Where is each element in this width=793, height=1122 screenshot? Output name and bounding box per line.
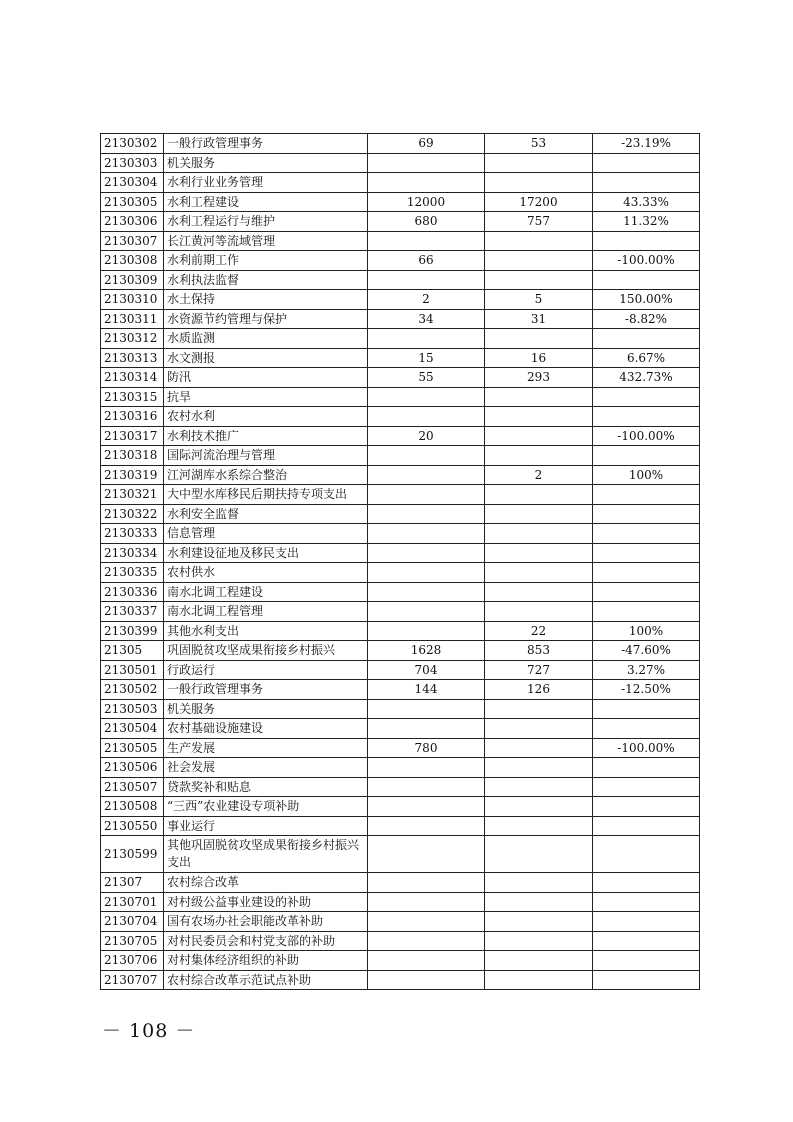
cell-name: 巩固脱贫攻坚成果衔接乡村振兴 xyxy=(164,641,368,661)
cell-name: 长江黄河等流域管理 xyxy=(164,231,368,251)
cell-code: 2130336 xyxy=(101,582,164,602)
cell-code: 2130333 xyxy=(101,524,164,544)
table-row xyxy=(101,465,700,485)
cell-value-1 xyxy=(368,543,485,563)
cell-value-2 xyxy=(485,758,593,778)
cell-name: 水利安全监督 xyxy=(164,504,368,524)
cell-name: 对村民委员会和村党支部的补助 xyxy=(164,931,368,951)
cell-value-1 xyxy=(368,719,485,739)
cell-value-1: 69 xyxy=(368,134,485,154)
cell-value-1 xyxy=(368,777,485,797)
cell-change-rate xyxy=(593,173,700,193)
table-row xyxy=(101,153,700,173)
cell-name: 水利工程建设 xyxy=(164,192,368,212)
table-row xyxy=(101,836,700,873)
cell-name: 其他巩固脱贫攻坚成果衔接乡村振兴支出 xyxy=(164,836,368,873)
cell-value-2 xyxy=(485,699,593,719)
cell-name: 事业运行 xyxy=(164,816,368,836)
cell-name: 农村供水 xyxy=(164,563,368,583)
cell-value-1 xyxy=(368,892,485,912)
cell-value-1 xyxy=(368,912,485,932)
cell-code: 2130506 xyxy=(101,758,164,778)
cell-value-1 xyxy=(368,816,485,836)
cell-value-2 xyxy=(485,407,593,427)
cell-name: 江河湖库水系综合整治 xyxy=(164,465,368,485)
cell-change-rate: 43.33% xyxy=(593,192,700,212)
table-body xyxy=(101,134,700,990)
cell-name: 大中型水库移民后期扶持专项支出 xyxy=(164,485,368,505)
cell-change-rate: 11.32% xyxy=(593,212,700,232)
cell-value-1: 66 xyxy=(368,251,485,271)
cell-name: “三西”农业建设专项补助 xyxy=(164,797,368,817)
cell-name: 农村基础设施建设 xyxy=(164,719,368,739)
cell-name: 信息管理 xyxy=(164,524,368,544)
table-row xyxy=(101,212,700,232)
cell-value-1 xyxy=(368,582,485,602)
cell-value-1: 144 xyxy=(368,680,485,700)
cell-code: 21305 xyxy=(101,641,164,661)
cell-change-rate xyxy=(593,699,700,719)
cell-code: 2130501 xyxy=(101,660,164,680)
table-row xyxy=(101,563,700,583)
cell-code: 2130599 xyxy=(101,836,164,873)
cell-name: 一般行政管理事务 xyxy=(164,134,368,154)
cell-value-2 xyxy=(485,270,593,290)
cell-code: 21307 xyxy=(101,873,164,893)
cell-value-2: 727 xyxy=(485,660,593,680)
cell-code: 2130705 xyxy=(101,931,164,951)
cell-code: 2130334 xyxy=(101,543,164,563)
cell-name: 国际河流治理与管理 xyxy=(164,446,368,466)
table-row xyxy=(101,348,700,368)
cell-value-1 xyxy=(368,173,485,193)
cell-value-1 xyxy=(368,485,485,505)
cell-change-rate xyxy=(593,543,700,563)
cell-value-2 xyxy=(485,836,593,873)
cell-value-1 xyxy=(368,931,485,951)
cell-code: 2130307 xyxy=(101,231,164,251)
table-row xyxy=(101,951,700,971)
cell-name: 一般行政管理事务 xyxy=(164,680,368,700)
cell-value-2: 293 xyxy=(485,368,593,388)
cell-change-rate xyxy=(593,719,700,739)
cell-change-rate: 150.00% xyxy=(593,290,700,310)
cell-code: 2130305 xyxy=(101,192,164,212)
table-row xyxy=(101,660,700,680)
cell-name: 水质监测 xyxy=(164,329,368,349)
cell-value-2 xyxy=(485,504,593,524)
cell-value-1 xyxy=(368,446,485,466)
cell-name: 农村综合改革示范试点补助 xyxy=(164,970,368,990)
table-row xyxy=(101,970,700,990)
cell-code: 2130319 xyxy=(101,465,164,485)
cell-value-2 xyxy=(485,251,593,271)
cell-change-rate xyxy=(593,329,700,349)
cell-change-rate: -100.00% xyxy=(593,251,700,271)
cell-change-rate xyxy=(593,231,700,251)
cell-value-2: 31 xyxy=(485,309,593,329)
cell-value-2: 126 xyxy=(485,680,593,700)
cell-name: 对村级公益事业建设的补助 xyxy=(164,892,368,912)
cell-code: 2130399 xyxy=(101,621,164,641)
cell-value-1: 55 xyxy=(368,368,485,388)
cell-name: 生产发展 xyxy=(164,738,368,758)
cell-change-rate xyxy=(593,153,700,173)
table-row xyxy=(101,931,700,951)
table-row xyxy=(101,621,700,641)
table-row xyxy=(101,251,700,271)
cell-value-1: 12000 xyxy=(368,192,485,212)
cell-value-1 xyxy=(368,699,485,719)
cell-value-2 xyxy=(485,173,593,193)
cell-value-1: 34 xyxy=(368,309,485,329)
cell-change-rate: 3.27% xyxy=(593,660,700,680)
cell-value-1 xyxy=(368,873,485,893)
table-row xyxy=(101,582,700,602)
cell-code: 2130337 xyxy=(101,602,164,622)
table-row xyxy=(101,797,700,817)
cell-code: 2130550 xyxy=(101,816,164,836)
cell-code: 2130503 xyxy=(101,699,164,719)
cell-change-rate xyxy=(593,602,700,622)
cell-value-2: 16 xyxy=(485,348,593,368)
table-row xyxy=(101,290,700,310)
cell-code: 2130317 xyxy=(101,426,164,446)
cell-code: 2130701 xyxy=(101,892,164,912)
cell-change-rate xyxy=(593,777,700,797)
cell-change-rate xyxy=(593,912,700,932)
cell-value-1 xyxy=(368,153,485,173)
cell-code: 2130704 xyxy=(101,912,164,932)
cell-value-2 xyxy=(485,797,593,817)
cell-name: 其他水利支出 xyxy=(164,621,368,641)
cell-name: 国有农场办社会职能改革补助 xyxy=(164,912,368,932)
cell-value-1 xyxy=(368,970,485,990)
table-row xyxy=(101,699,700,719)
cell-value-2 xyxy=(485,777,593,797)
cell-code: 2130316 xyxy=(101,407,164,427)
cell-change-rate xyxy=(593,892,700,912)
table-row xyxy=(101,134,700,154)
cell-value-2 xyxy=(485,446,593,466)
cell-code: 2130322 xyxy=(101,504,164,524)
cell-value-2 xyxy=(485,231,593,251)
cell-value-2 xyxy=(485,873,593,893)
cell-change-rate: 6.67% xyxy=(593,348,700,368)
cell-name: 水利执法监督 xyxy=(164,270,368,290)
table-row xyxy=(101,270,700,290)
cell-change-rate xyxy=(593,797,700,817)
cell-code: 2130310 xyxy=(101,290,164,310)
table-row xyxy=(101,329,700,349)
cell-value-2 xyxy=(485,816,593,836)
cell-value-2 xyxy=(485,485,593,505)
cell-code: 2130321 xyxy=(101,485,164,505)
cell-value-1: 1628 xyxy=(368,641,485,661)
cell-value-1 xyxy=(368,836,485,873)
table-row xyxy=(101,387,700,407)
table-row xyxy=(101,173,700,193)
table-row xyxy=(101,777,700,797)
cell-value-2 xyxy=(485,426,593,446)
cell-value-2: 22 xyxy=(485,621,593,641)
table-row xyxy=(101,407,700,427)
cell-change-rate: -8.82% xyxy=(593,309,700,329)
cell-name: 农村水利 xyxy=(164,407,368,427)
cell-name: 水文测报 xyxy=(164,348,368,368)
cell-value-2 xyxy=(485,912,593,932)
cell-value-2 xyxy=(485,602,593,622)
table-row xyxy=(101,680,700,700)
cell-code: 2130335 xyxy=(101,563,164,583)
cell-value-1 xyxy=(368,465,485,485)
cell-name: 防汛 xyxy=(164,368,368,388)
cell-code: 2130309 xyxy=(101,270,164,290)
table-row xyxy=(101,892,700,912)
cell-name: 水利工程运行与维护 xyxy=(164,212,368,232)
cell-value-2 xyxy=(485,582,593,602)
cell-value-2: 5 xyxy=(485,290,593,310)
table-row xyxy=(101,602,700,622)
cell-name: 农村综合改革 xyxy=(164,873,368,893)
table-row xyxy=(101,426,700,446)
cell-code: 2130308 xyxy=(101,251,164,271)
cell-value-2: 853 xyxy=(485,641,593,661)
cell-name: 水资源节约管理与保护 xyxy=(164,309,368,329)
cell-name: 水利前期工作 xyxy=(164,251,368,271)
cell-value-1 xyxy=(368,270,485,290)
table-row xyxy=(101,485,700,505)
cell-value-2 xyxy=(485,543,593,563)
table-row xyxy=(101,309,700,329)
cell-name: 南水北调工程管理 xyxy=(164,602,368,622)
cell-name: 社会发展 xyxy=(164,758,368,778)
cell-value-1 xyxy=(368,758,485,778)
cell-change-rate xyxy=(593,816,700,836)
table-row xyxy=(101,446,700,466)
cell-value-2 xyxy=(485,931,593,951)
table-row xyxy=(101,816,700,836)
cell-code: 2130508 xyxy=(101,797,164,817)
cell-value-1 xyxy=(368,602,485,622)
cell-name: 机关服务 xyxy=(164,153,368,173)
cell-value-2 xyxy=(485,563,593,583)
cell-value-2 xyxy=(485,892,593,912)
table-row xyxy=(101,719,700,739)
table-row xyxy=(101,641,700,661)
cell-change-rate xyxy=(593,582,700,602)
cell-value-1 xyxy=(368,563,485,583)
cell-change-rate xyxy=(593,407,700,427)
cell-name: 机关服务 xyxy=(164,699,368,719)
cell-change-rate xyxy=(593,970,700,990)
cell-code: 2130312 xyxy=(101,329,164,349)
cell-change-rate xyxy=(593,504,700,524)
cell-code: 2130306 xyxy=(101,212,164,232)
cell-value-2 xyxy=(485,329,593,349)
cell-change-rate xyxy=(593,387,700,407)
cell-value-2 xyxy=(485,951,593,971)
cell-change-rate: -23.19% xyxy=(593,134,700,154)
cell-code: 2130707 xyxy=(101,970,164,990)
table-row xyxy=(101,504,700,524)
cell-change-rate xyxy=(593,758,700,778)
cell-name: 水土保持 xyxy=(164,290,368,310)
cell-value-1 xyxy=(368,504,485,524)
cell-value-1 xyxy=(368,524,485,544)
cell-change-rate: 100% xyxy=(593,621,700,641)
cell-code: 2130504 xyxy=(101,719,164,739)
cell-change-rate: -47.60% xyxy=(593,641,700,661)
cell-value-1 xyxy=(368,329,485,349)
cell-value-1: 15 xyxy=(368,348,485,368)
cell-value-1: 780 xyxy=(368,738,485,758)
cell-change-rate xyxy=(593,873,700,893)
cell-value-2: 2 xyxy=(485,465,593,485)
cell-change-rate xyxy=(593,270,700,290)
cell-name: 水利行业业务管理 xyxy=(164,173,368,193)
cell-value-1: 680 xyxy=(368,212,485,232)
cell-value-1 xyxy=(368,387,485,407)
cell-code: 2130507 xyxy=(101,777,164,797)
cell-value-2: 17200 xyxy=(485,192,593,212)
cell-value-1 xyxy=(368,231,485,251)
cell-value-2 xyxy=(485,524,593,544)
table-row xyxy=(101,524,700,544)
cell-value-1 xyxy=(368,621,485,641)
cell-code: 2130313 xyxy=(101,348,164,368)
cell-value-2: 53 xyxy=(485,134,593,154)
table-row xyxy=(101,368,700,388)
cell-value-2: 757 xyxy=(485,212,593,232)
page-number: － 108 － xyxy=(102,1020,196,1042)
cell-code: 2130303 xyxy=(101,153,164,173)
cell-name: 行政运行 xyxy=(164,660,368,680)
cell-change-rate: 100% xyxy=(593,465,700,485)
cell-code: 2130302 xyxy=(101,134,164,154)
budget-table xyxy=(100,133,700,990)
cell-value-1 xyxy=(368,407,485,427)
cell-change-rate: -12.50% xyxy=(593,680,700,700)
cell-code: 2130315 xyxy=(101,387,164,407)
cell-name: 对村集体经济组织的补助 xyxy=(164,951,368,971)
cell-code: 2130314 xyxy=(101,368,164,388)
cell-code: 2130706 xyxy=(101,951,164,971)
cell-name: 抗旱 xyxy=(164,387,368,407)
cell-code: 2130304 xyxy=(101,173,164,193)
cell-name: 南水北调工程建设 xyxy=(164,582,368,602)
cell-change-rate xyxy=(593,836,700,873)
table-row xyxy=(101,873,700,893)
cell-change-rate: -100.00% xyxy=(593,426,700,446)
cell-change-rate: 432.73% xyxy=(593,368,700,388)
cell-value-1: 20 xyxy=(368,426,485,446)
table-row xyxy=(101,912,700,932)
cell-change-rate xyxy=(593,951,700,971)
cell-value-2 xyxy=(485,970,593,990)
table-row xyxy=(101,231,700,251)
cell-change-rate: -100.00% xyxy=(593,738,700,758)
cell-value-2 xyxy=(485,153,593,173)
table-row xyxy=(101,758,700,778)
cell-change-rate xyxy=(593,524,700,544)
cell-change-rate xyxy=(593,446,700,466)
cell-code: 2130502 xyxy=(101,680,164,700)
cell-value-1 xyxy=(368,951,485,971)
cell-change-rate xyxy=(593,485,700,505)
cell-name: 水利建设征地及移民支出 xyxy=(164,543,368,563)
cell-value-2 xyxy=(485,719,593,739)
cell-change-rate xyxy=(593,931,700,951)
cell-code: 2130318 xyxy=(101,446,164,466)
cell-value-2 xyxy=(485,387,593,407)
cell-name: 贷款奖补和贴息 xyxy=(164,777,368,797)
cell-code: 2130311 xyxy=(101,309,164,329)
cell-value-1: 2 xyxy=(368,290,485,310)
table-row xyxy=(101,543,700,563)
table-row xyxy=(101,192,700,212)
cell-value-1 xyxy=(368,797,485,817)
table-row xyxy=(101,738,700,758)
cell-value-2 xyxy=(485,738,593,758)
cell-change-rate xyxy=(593,563,700,583)
cell-value-1: 704 xyxy=(368,660,485,680)
cell-name: 水利技术推广 xyxy=(164,426,368,446)
cell-code: 2130505 xyxy=(101,738,164,758)
